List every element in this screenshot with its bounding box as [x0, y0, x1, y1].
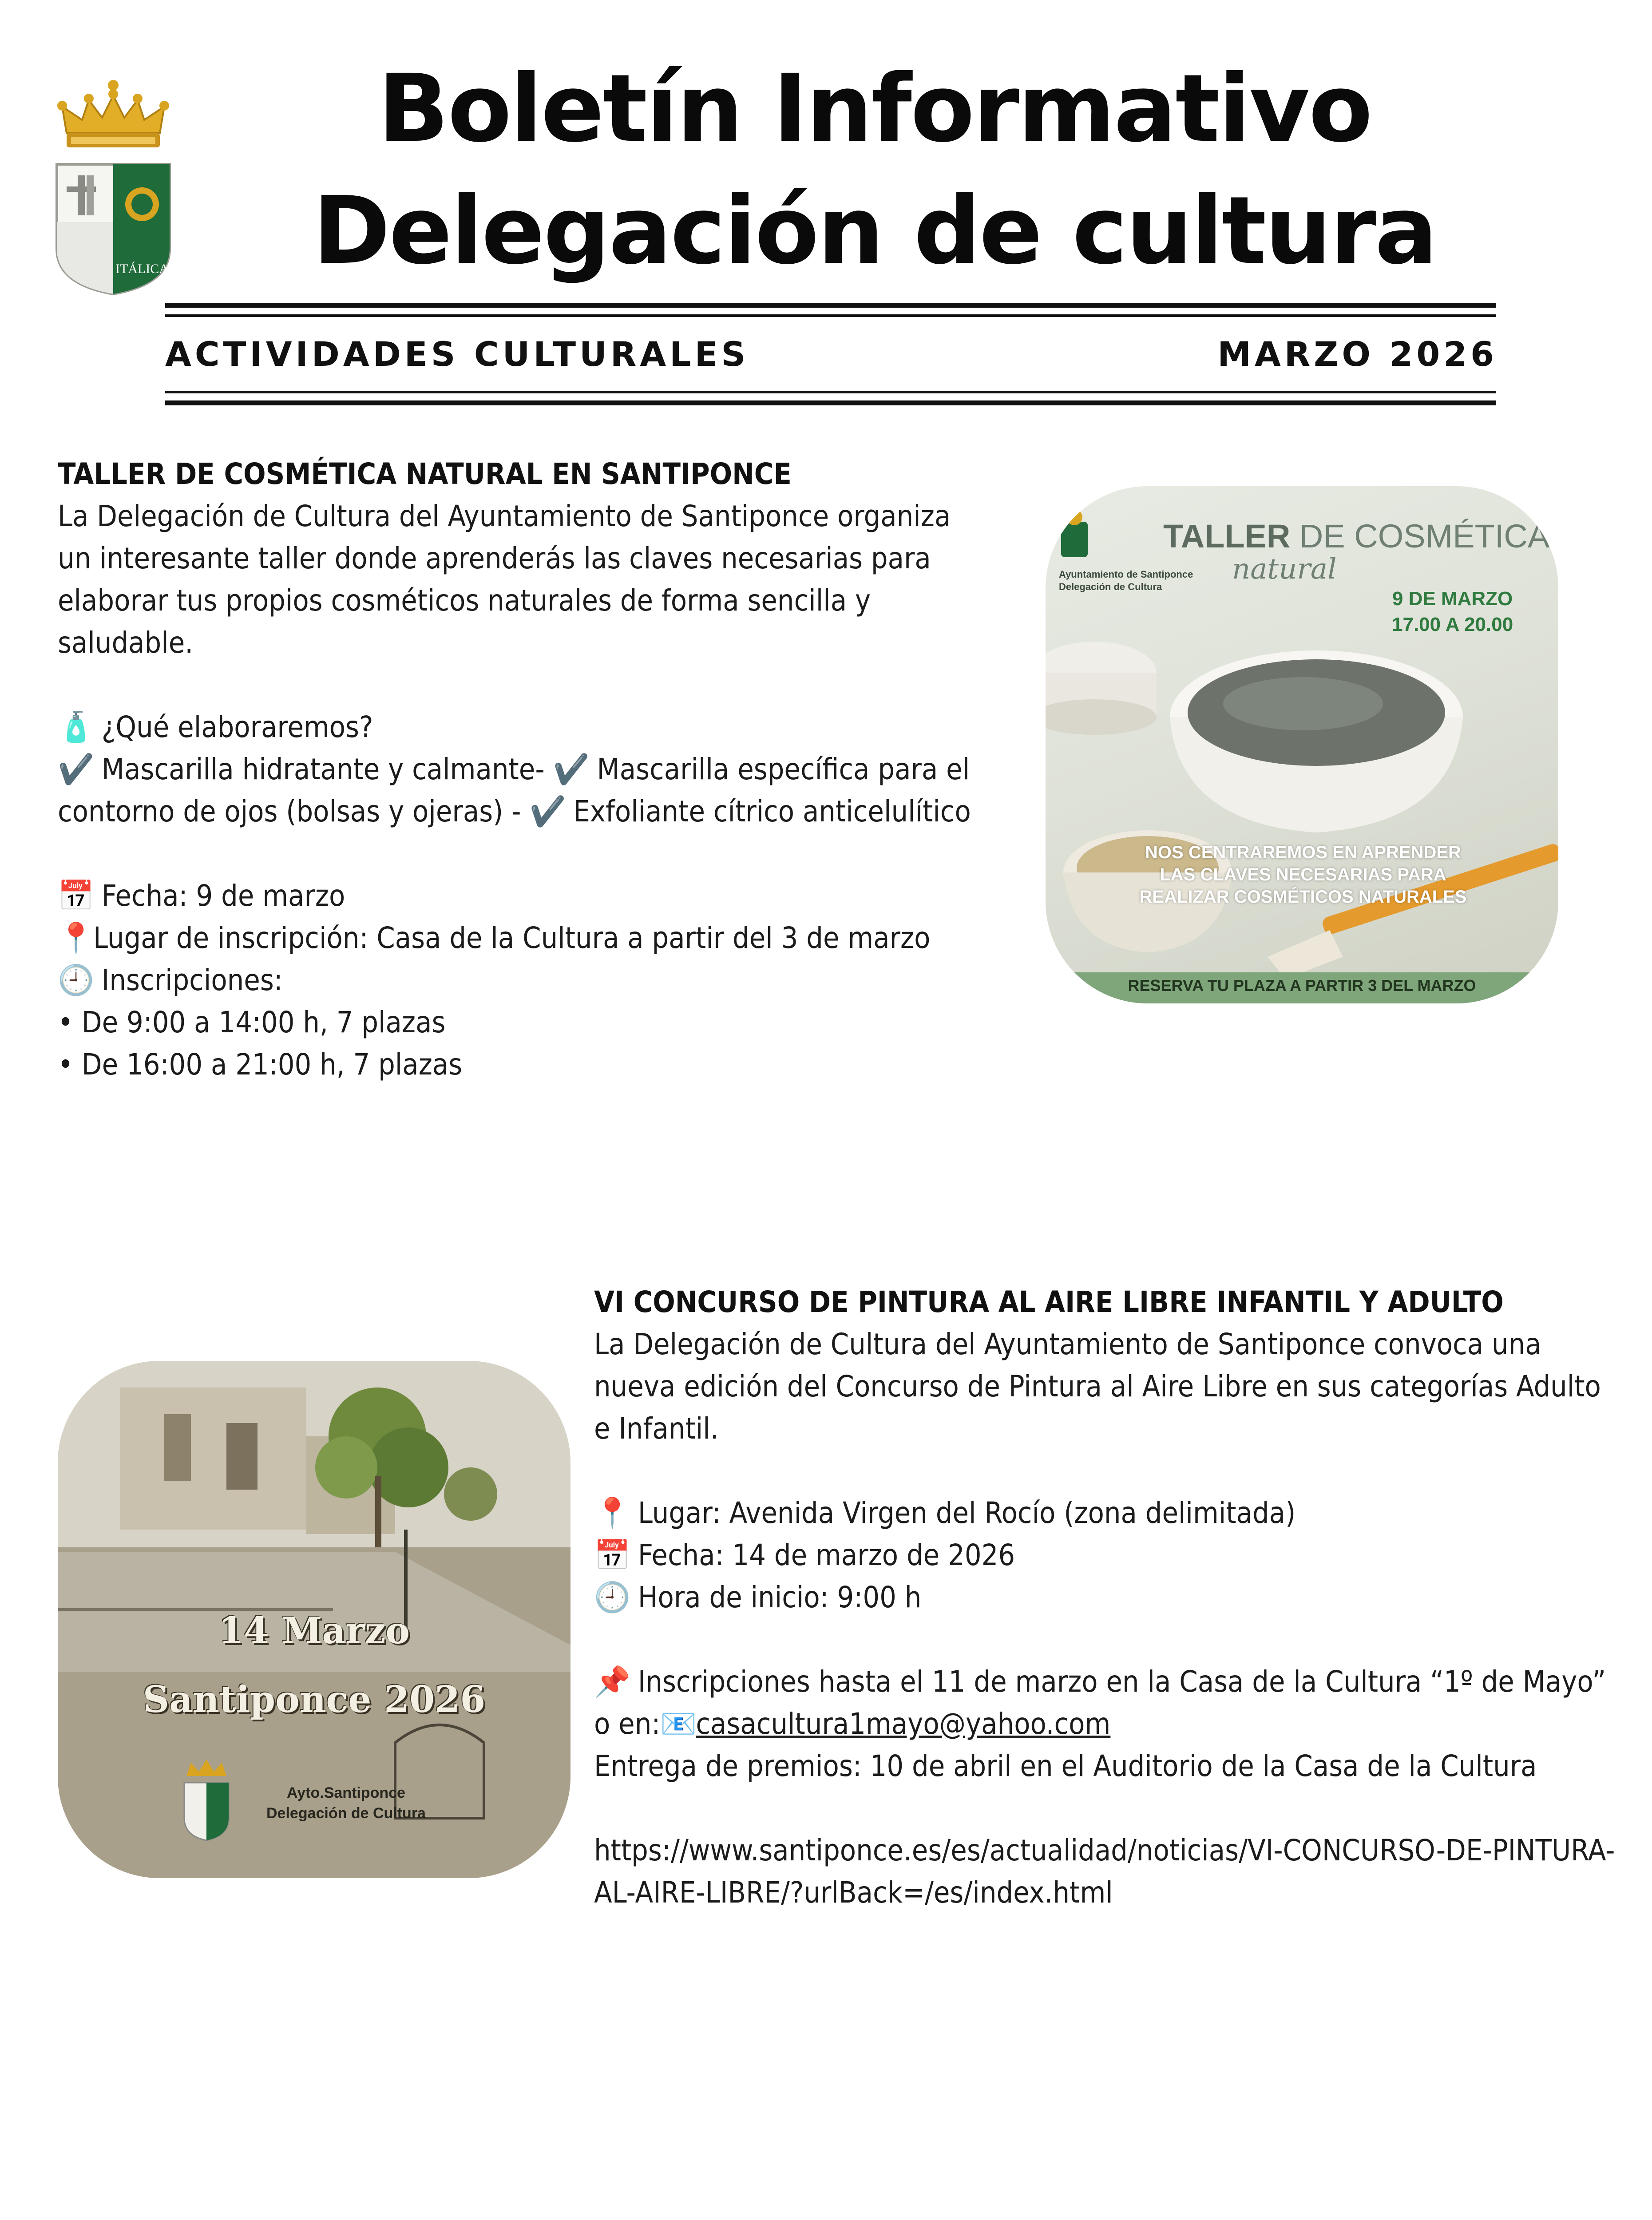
poster-organizer: Ayto.Santiponce Delegación de Cultura: [266, 1784, 426, 1822]
registration-line: 🕘 Inscripciones:: [58, 959, 972, 1001]
items-list: [58, 748, 972, 832]
pin-icon: 📍: [594, 1496, 631, 1530]
poster-organizer: Ayuntamiento de Santiponce Delegación de Cultura: [1059, 569, 1193, 592]
divider: [165, 314, 1496, 317]
question-line: 🧴 ¿Qué elaboraremos?: [58, 706, 972, 748]
mail-icon: 📧: [660, 1707, 697, 1741]
divider: [165, 303, 1496, 308]
check-icon: ✔️: [58, 752, 95, 786]
clock-icon: 🕘: [594, 1580, 631, 1614]
article-heading: TALLER DE COSMÉTICA NATURAL EN SANTIPONCE: [58, 457, 792, 491]
poster-place: Santiponce 2026: [143, 1678, 486, 1721]
divider: [165, 391, 1496, 393]
lotion-icon: 🧴: [58, 710, 95, 744]
place-line: 📍 Lugar: Avenida Virgen del Rocío (zona delimitada): [594, 1492, 1615, 1534]
crest-text: ITÁLICA: [115, 262, 169, 276]
awards-line: Entrega de premios: 10 de abril en el Auditorio de la Casa de la Cultura: [594, 1749, 1537, 1783]
pushpin-icon: 📌: [594, 1665, 631, 1699]
cosmetics-workshop-poster: [1046, 486, 1558, 1003]
check-icon: ✔️: [529, 794, 566, 829]
time-line: 🕘 Hora de inicio: 9:00 h: [594, 1576, 1615, 1618]
email-link[interactable]: casacultura1mayo@yahoo.com: [696, 1707, 1111, 1741]
list-item: Mascarilla específica para el contorno de ojos (bolsas y ojeras) -: [58, 752, 970, 829]
list-item: Mascarilla hidratante y calmante-: [101, 752, 553, 786]
poster-date: 14 Marzo: [218, 1610, 410, 1652]
painting-contest-poster: [58, 1361, 570, 1878]
calendar-icon: 📅: [594, 1538, 631, 1572]
poster-subtitle: natural: [1232, 553, 1337, 586]
date-line: 📅 Fecha: 14 de marzo de 2026: [594, 1534, 1615, 1576]
news-url-link[interactable]: https://www.santiponce.es/es/actualidad/noticias/VI-CONCURSO-DE-PINTURA-AL-AIRE-LIBRE/?urlBack=/es/index.html: [594, 1833, 1615, 1910]
article-painting-contest: [594, 1281, 1615, 1914]
page-title-line-1: Boletín Informativo: [378, 54, 1371, 163]
calendar-icon: 📅: [58, 879, 95, 913]
pin-icon: 📍: [58, 921, 95, 955]
list-item: • De 16:00 a 21:00 h, 7 plazas: [58, 1047, 463, 1082]
place-line: 📍Lugar de inscripción: Casa de la Cultura a partir del 3 de marzo: [58, 917, 972, 959]
page-title-line-2: Delegación de cultura: [313, 176, 1437, 285]
coat-of-arms-logo: [53, 75, 173, 297]
article-intro: La Delegación de Cultura del Ayuntamiento de Santiponce convoca una nueva edición del Concurso de Pintura al Aire Libre en sus categorías Adulto e Infantil.: [594, 1327, 1601, 1446]
poster-title: TALLER DE COSMÉTICA: [1163, 518, 1550, 555]
clock-icon: 🕘: [58, 963, 95, 997]
poster-cta: RESERVA TU PLAZA A PARTIR 3 DEL MARZO: [1046, 972, 1558, 1003]
divider: [165, 400, 1496, 405]
issue-date: MARZO 2026: [1217, 334, 1497, 374]
check-icon: ✔️: [553, 752, 590, 786]
date-line: 📅 Fecha: 9 de marzo: [58, 875, 972, 917]
section-label: ACTIVIDADES CULTURALES: [165, 334, 749, 374]
article-heading: VI CONCURSO DE PINTURA AL AIRE LIBRE INFANTIL Y ADULTO: [594, 1285, 1504, 1319]
registration-line: 📌 Inscripciones hasta el 11 de marzo en la Casa de la Cultura “1º de Mayo” o en:📧casacultura1mayo@yahoo.com: [594, 1661, 1615, 1745]
poster-description: NOS CENTRAREMOS EN APRENDER LAS CLAVES NECESARIAS PARA REALIZAR COSMÉTICOS NATURALES: [1139, 843, 1467, 907]
article-intro: La Delegación de Cultura del Ayuntamiento de Santiponce organiza un interesante taller donde aprenderás las claves necesarias para elaborar tus propios cosméticos naturales de forma sencilla y saludable.: [58, 499, 951, 660]
list-item: • De 9:00 a 14:00 h, 7 plazas: [58, 1005, 446, 1039]
list-item: Exfoliante cítrico anticelulítico: [573, 794, 971, 829]
article-cosmetics-workshop: [58, 453, 972, 1086]
poster-date: 9 DE MARZO 17.00 A 20.00: [1392, 588, 1513, 635]
